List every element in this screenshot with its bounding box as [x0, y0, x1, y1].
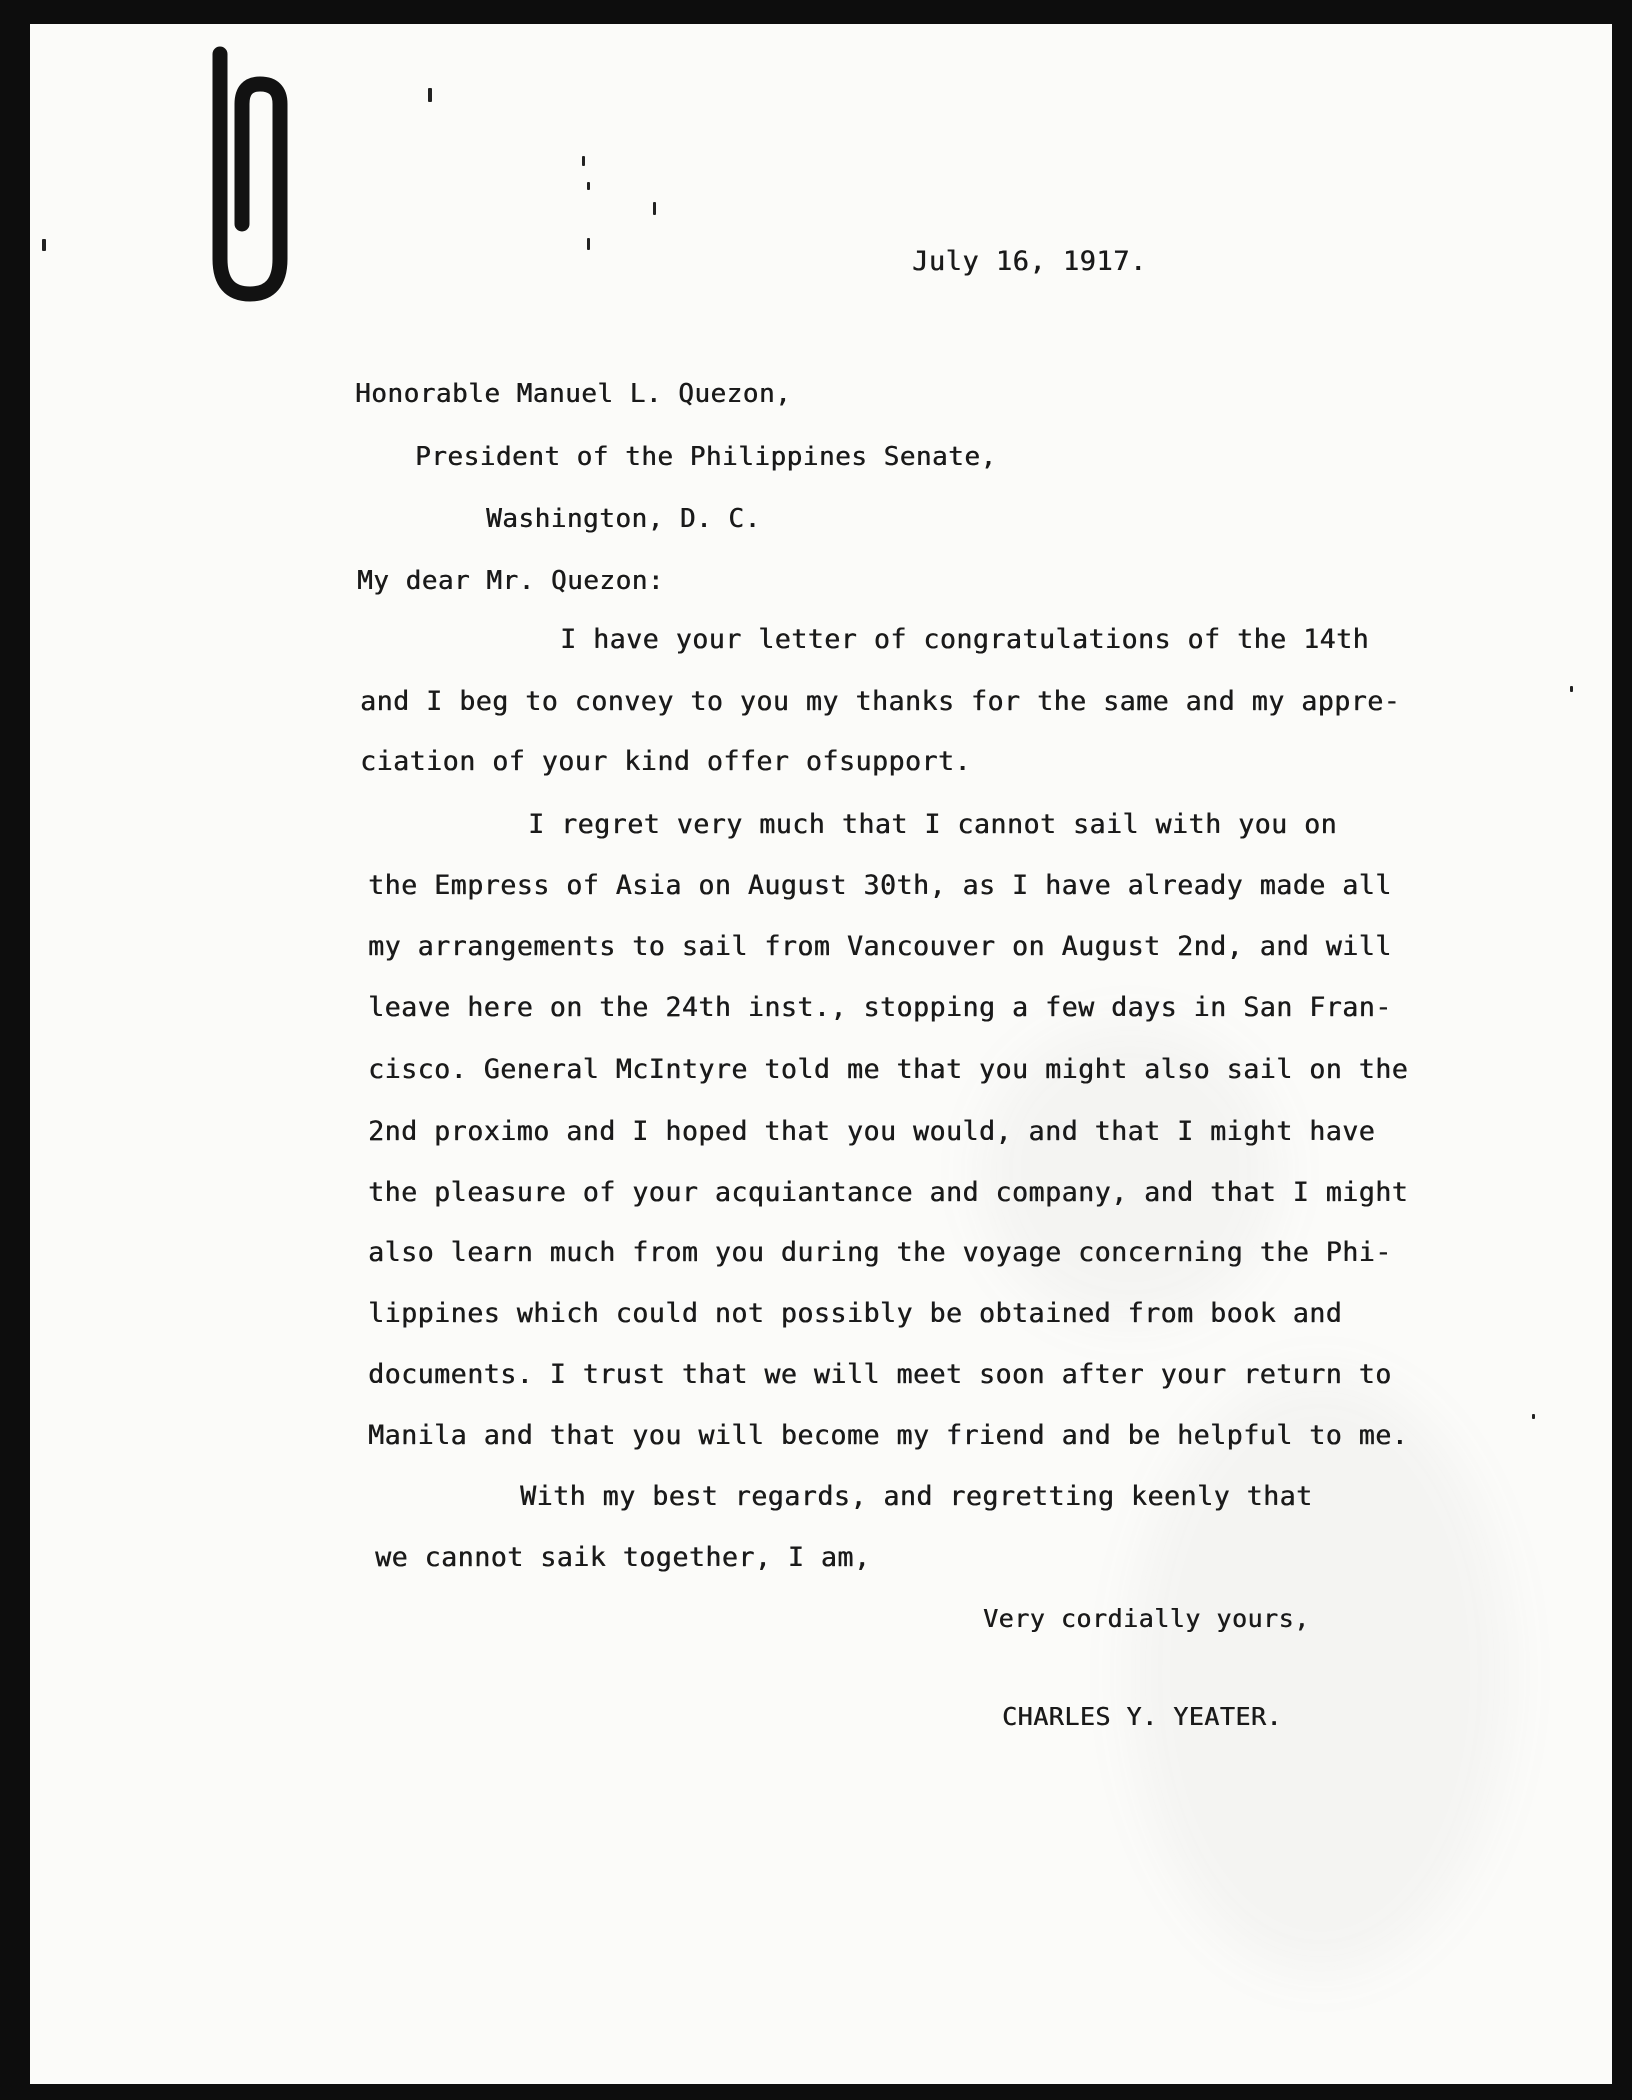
body-line: With my best regards, and regretting keenly that: [520, 1481, 1313, 1512]
letter-date: July 16, 1917.: [912, 246, 1147, 277]
body-line: we cannot saik together, I am,: [375, 1542, 871, 1573]
speck: [42, 239, 46, 251]
speck: [653, 202, 656, 215]
closing: Very cordially yours,: [983, 1604, 1310, 1633]
body-line: lippines which could not possibly be obtained from book and: [368, 1298, 1343, 1329]
body-line: I regret very much that I cannot sail with you on: [528, 809, 1338, 840]
body-line: leave here on the 24th inst., stopping a few days in San Fran-: [368, 992, 1392, 1023]
speck: [587, 182, 590, 190]
paperclip-icon: [198, 44, 308, 304]
body-line: and I beg to convey to you my thanks for the same and my appre-: [360, 686, 1401, 717]
speck: [428, 88, 432, 102]
speck: [1532, 1414, 1535, 1419]
body-line: also learn much from you during the voyage concerning the Phi-: [368, 1237, 1392, 1268]
speck: [1570, 686, 1573, 692]
recipient-name: Honorable Manuel L. Quezon,: [355, 379, 792, 409]
salutation: My dear Mr. Quezon:: [357, 566, 664, 596]
speck: [582, 156, 585, 166]
body-line: cisco. General McIntyre told me that you might also sail on the: [368, 1054, 1409, 1085]
body-line: I have your letter of congratulations of the 14th: [560, 624, 1370, 655]
letter-page: [30, 24, 1612, 2084]
body-line: 2nd proximo and I hoped that you would, and that I might have: [368, 1116, 1376, 1147]
signature: CHARLES Y. YEATER.: [1002, 1702, 1282, 1731]
body-line: ciation of your kind offer ofsupport.: [360, 746, 971, 777]
body-line: the pleasure of your acquiantance and company, and that I might: [368, 1177, 1409, 1208]
speck: [587, 238, 590, 250]
body-line: Manila and that you will become my friend and be helpful to me.: [368, 1420, 1409, 1451]
recipient-location: Washington, D. C.: [486, 504, 761, 534]
recipient-title: President of the Philippines Senate,: [415, 442, 997, 472]
body-line: my arrangements to sail from Vancouver on August 2nd, and will: [368, 931, 1392, 962]
body-line: documents. I trust that we will meet soon after your return to: [368, 1359, 1392, 1390]
paper-stain: [1130, 1374, 1510, 1974]
body-line: the Empress of Asia on August 30th, as I have already made all: [368, 870, 1392, 901]
